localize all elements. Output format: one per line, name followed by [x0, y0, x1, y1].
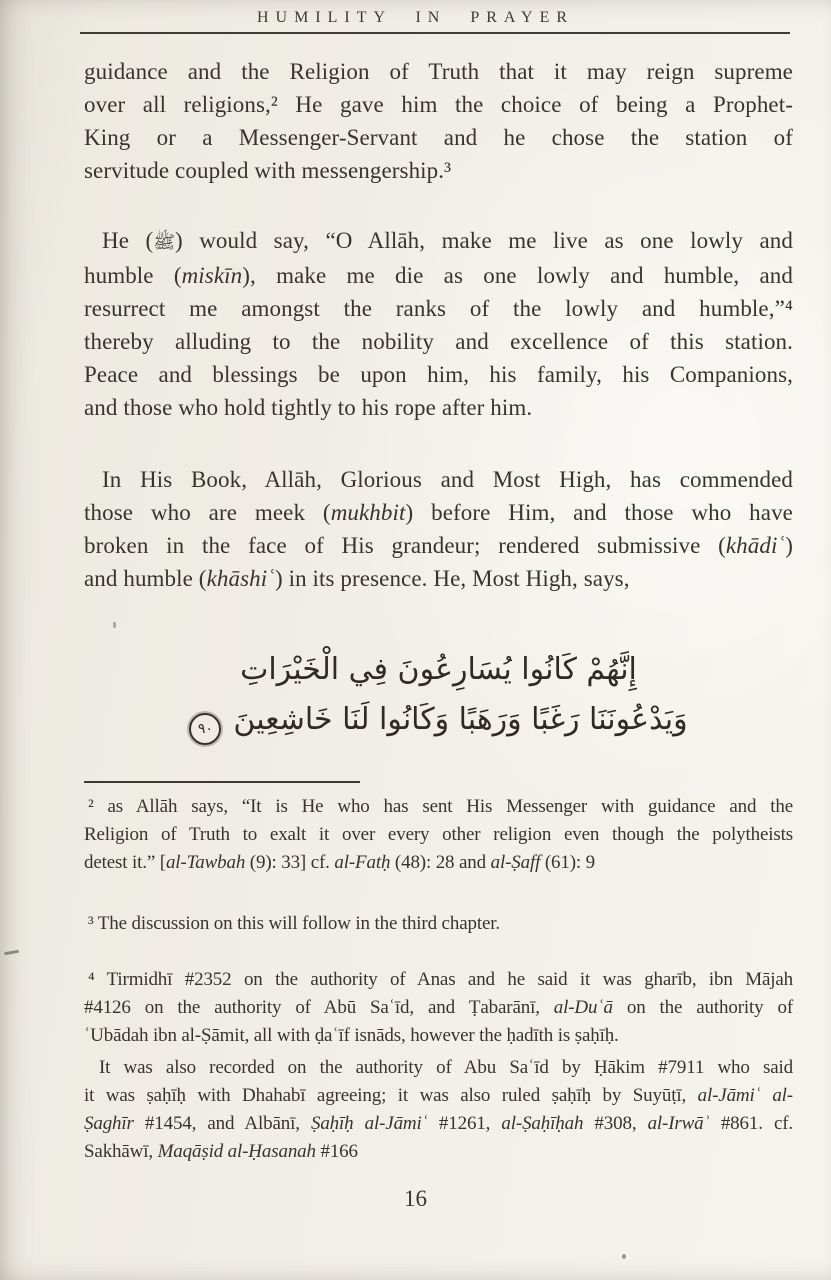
paragraph-3 — [84, 463, 793, 595]
footnote-line: Sakhāwī, Maqāṣid al-Ḥasanah #166 — [84, 1141, 358, 1162]
footnote-line: #4126 on the authority of Abū Saʿīd, and Ṭabarānī, al-Duʿā on the authority of — [84, 997, 793, 1018]
text-line: humble (miskīn), make me die as one lowly and humble, and — [84, 263, 793, 288]
footnote-2 — [84, 793, 793, 877]
text-line: over all religions,² He gave him the choice of being a Prophet- — [84, 92, 793, 117]
footnote-line: It was also recorded on the authority of Abu Saʿīd by Ḥākim #7911 who said — [99, 1057, 793, 1078]
header-rule — [80, 32, 790, 34]
scan-artifact-dot — [622, 1254, 626, 1259]
paragraph-1 — [84, 55, 793, 187]
footnote-4 — [84, 966, 793, 1050]
text-line: thereby alluding to the nobility and excellence of this station. — [84, 329, 793, 354]
footnote-line: it was ṣaḥīḥ with Dhahabī agreeing; it was also ruled ṣaḥīḥ by Suyūṭī, al-Jāmiʿ al- — [84, 1085, 793, 1106]
footnote-line: detest it.” [al-Tawbah (9): 33] cf. al-Fatḥ (48): 28 and al-Ṣaff (61): 9 — [84, 852, 595, 873]
text-line: and those who hold tightly to his rope after him. — [84, 395, 533, 420]
scan-artifact-speck — [113, 622, 116, 628]
running-header-title: HUMILITY IN PRAYER — [256, 9, 575, 26]
verse-number-rosette — [189, 713, 221, 745]
text-line: servitude coupled with messengership.³ — [84, 158, 452, 183]
footnote-line: ² as Allāh says, “It is He who has sent His Messenger with guidance and the — [88, 796, 793, 817]
page-number: 16 — [404, 1186, 427, 1211]
text-line: resurrect me amongst the ranks of the lowly and humble,”⁴ — [84, 296, 793, 321]
footnote-line: ⁴ Tirmidhī #2352 on the authority of Anas and he said it was gharīb, ibn Mājah — [88, 969, 793, 990]
text-line: In His Book, Allāh, Glorious and Most High, has commended — [102, 467, 793, 492]
text-column — [84, 55, 793, 1166]
text-line: Peace and blessings be upon him, his family, his Companions, — [84, 362, 793, 387]
footnote-separator-rule — [84, 781, 360, 783]
scan-artifact-dash — [4, 950, 19, 956]
text-line: and humble (khāshiʿ) in its presence. He, Most High, says, — [84, 566, 630, 591]
text-line: broken in the face of His grandeur; rendered submissive (khādiʿ) — [84, 533, 793, 558]
footnote-line: ʿUbādah ibn al-Ṣāmit, all with ḍaʿīf isnāds, however the ḥadīth is ṣaḥīḥ. — [84, 1025, 619, 1046]
footnote-line: Religion of Truth to exalt it over every other religion even though the polytheists — [84, 824, 793, 845]
footnote-line: ³ The discussion on this will follow in the third chapter. — [88, 913, 500, 934]
footnote-3 — [84, 910, 793, 938]
paragraph-2 — [84, 224, 793, 424]
text-line: King or a Messenger-Servant and he chose the station of — [84, 125, 793, 150]
quran-verse-calligraphy — [84, 645, 793, 745]
footnote-4-continued — [84, 1054, 793, 1166]
text-line: guidance and the Religion of Truth that it may reign supreme — [84, 59, 793, 84]
quran-verse-line: إِنَّهُمْ كَانُوا يُسَارِعُونَ فِي الْخَيْرَاتِ — [240, 652, 637, 687]
quran-verse-line — [84, 695, 793, 745]
text-line: He (ﷺ) would say, “O Allāh, make me live as one lowly and — [102, 228, 793, 253]
quran-verse-text: وَيَدْعُونَنَا رَغَبًا وَرَهَبًا وَكَانُوا لَنَا خَاشِعِينَ — [233, 702, 688, 737]
verse-number: ٩٠ — [197, 721, 213, 737]
footnote-line: Ṣaghīr #1454, and Albānī, Ṣaḥīḥ al-Jāmiʿ #1261, al-Ṣaḥīḥah #308, al-Irwāʾ #861. cf. — [84, 1113, 794, 1134]
text-line: those who are meek (mukhbit) before Him, and those who have — [84, 500, 793, 525]
